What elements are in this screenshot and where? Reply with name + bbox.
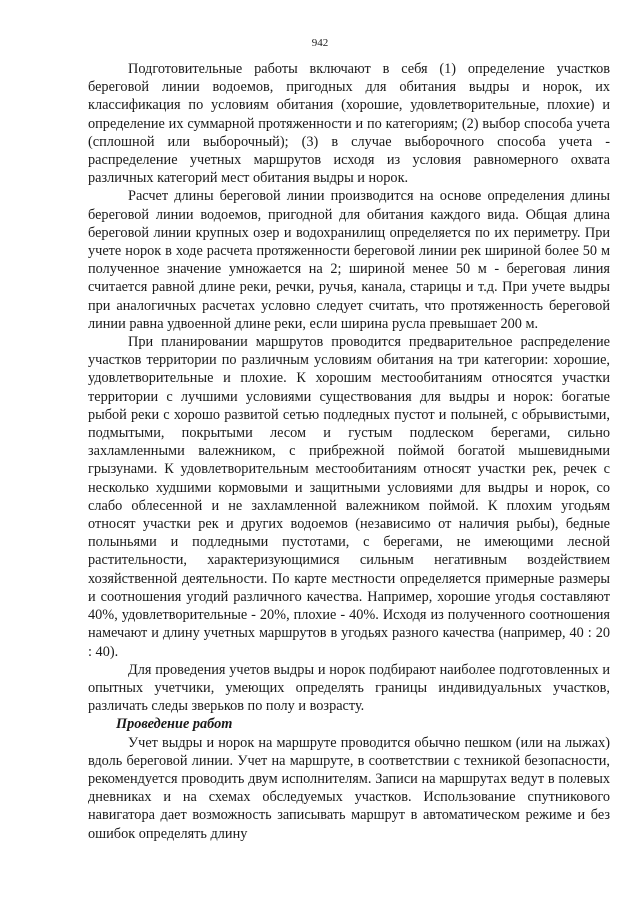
paragraph-shoreline-calculation: Расчет длины береговой линии производится на основе определения длины береговой линии водоемов, пригодной для обитания каждого вида. Общая длина береговой линии крупных озер и водохранилищ определяется по их периметру. При учете норок в ходе расчета протяженности береговой линии рек шириной более 50 м полученное значение умножается на 2; шириной менее 50 м - береговая линия считается равной длине реки, речки, ручья, канала, старицы и т.д. При учете выдры при аналогичных расчетах условно следует считать, что протяженность береговой линии равна удвоенной длине реки, если ширина русла превышает 200 м. <box>88 188 610 332</box>
paragraph-preparation: Подготовительные работы включают в себя (1) определение участков береговой линии водоемов, пригодных для обитания выдры и норок, их классификация по условиям обитания (хорошие, удовлетворительные, плохие) и определение их суммарной протяженности и по категориям; (2) выбор способа учета (сплошной или выборочный); (3) в случае выборочного способа учета - распределение учетных маршрутов исходя из условия равномерного охвата различных категорий мест обитания выдры и норок. <box>88 61 610 187</box>
paragraph-counters: Для проведения учетов выдры и норок подбирают наиболее подготовленных и опытных учетчики, умеющих определять границы индивидуальных участков, различать следы зверьков по полу и возрасту. <box>88 661 610 715</box>
paragraph-route-planning: При планировании маршрутов проводится предварительное распределение участков территории по различным условиям обитания на три категории: хорошие, удовлетворительные и плохие. К хорошим местообитаниям относятся участки территории с лучшими условиями существования для выдры и норок: богатые рыбой реки с хорошо развитой сетью подледных пустот и полыней, с обрывистыми, подмытыми, покрытыми лесом и густым подлеском берегами, сильно захламленными валежником, с прибрежной поймой богатой мышевидными грызунами. К удовлетворительным местообитаниям относят участки рек, речек с несколько худшими кормовыми и защитными условиями для выдры и норок, со слабо облесенной и не захламленной валежником поймой. К плохим угодьям относят участки рек и других водоемов (независимо от наличия рыбы), бедные полыньями и подледными пустотами, с берегами, не имеющими лесной растительности, характеризующимися сильным негативным воздействием хозяйственной деятельности. По карте местности определяется примерные размеры и соотношения угодий различного качества. Например, хорошие угодья составляют 40%, удовлетворительные - 20%, плохие - 40%. Исходя из полученного соотношения намечают и длину учетных маршрутов в угодьях разного качества (например, 40 : 20 : 40). <box>88 334 610 660</box>
paragraph-route-count: Учет выдры и норок на маршруте проводится обычно пешком (или на лыжах) вдоль береговой линии. Учет на маршруте, в соответствии с техникой безопасности, рекомендуется проводить двум исполнителям. Записи на маршрутах ведут в полевых дневниках и на схемах обследуемых участков. Использование спутникового навигатора дает возможность записывать маршрут в автоматическом режиме и без ошибок определять длину <box>88 734 610 842</box>
page-number: 942 <box>311 37 329 49</box>
body-text <box>88 60 610 843</box>
section-heading: Проведение работ <box>116 716 233 733</box>
